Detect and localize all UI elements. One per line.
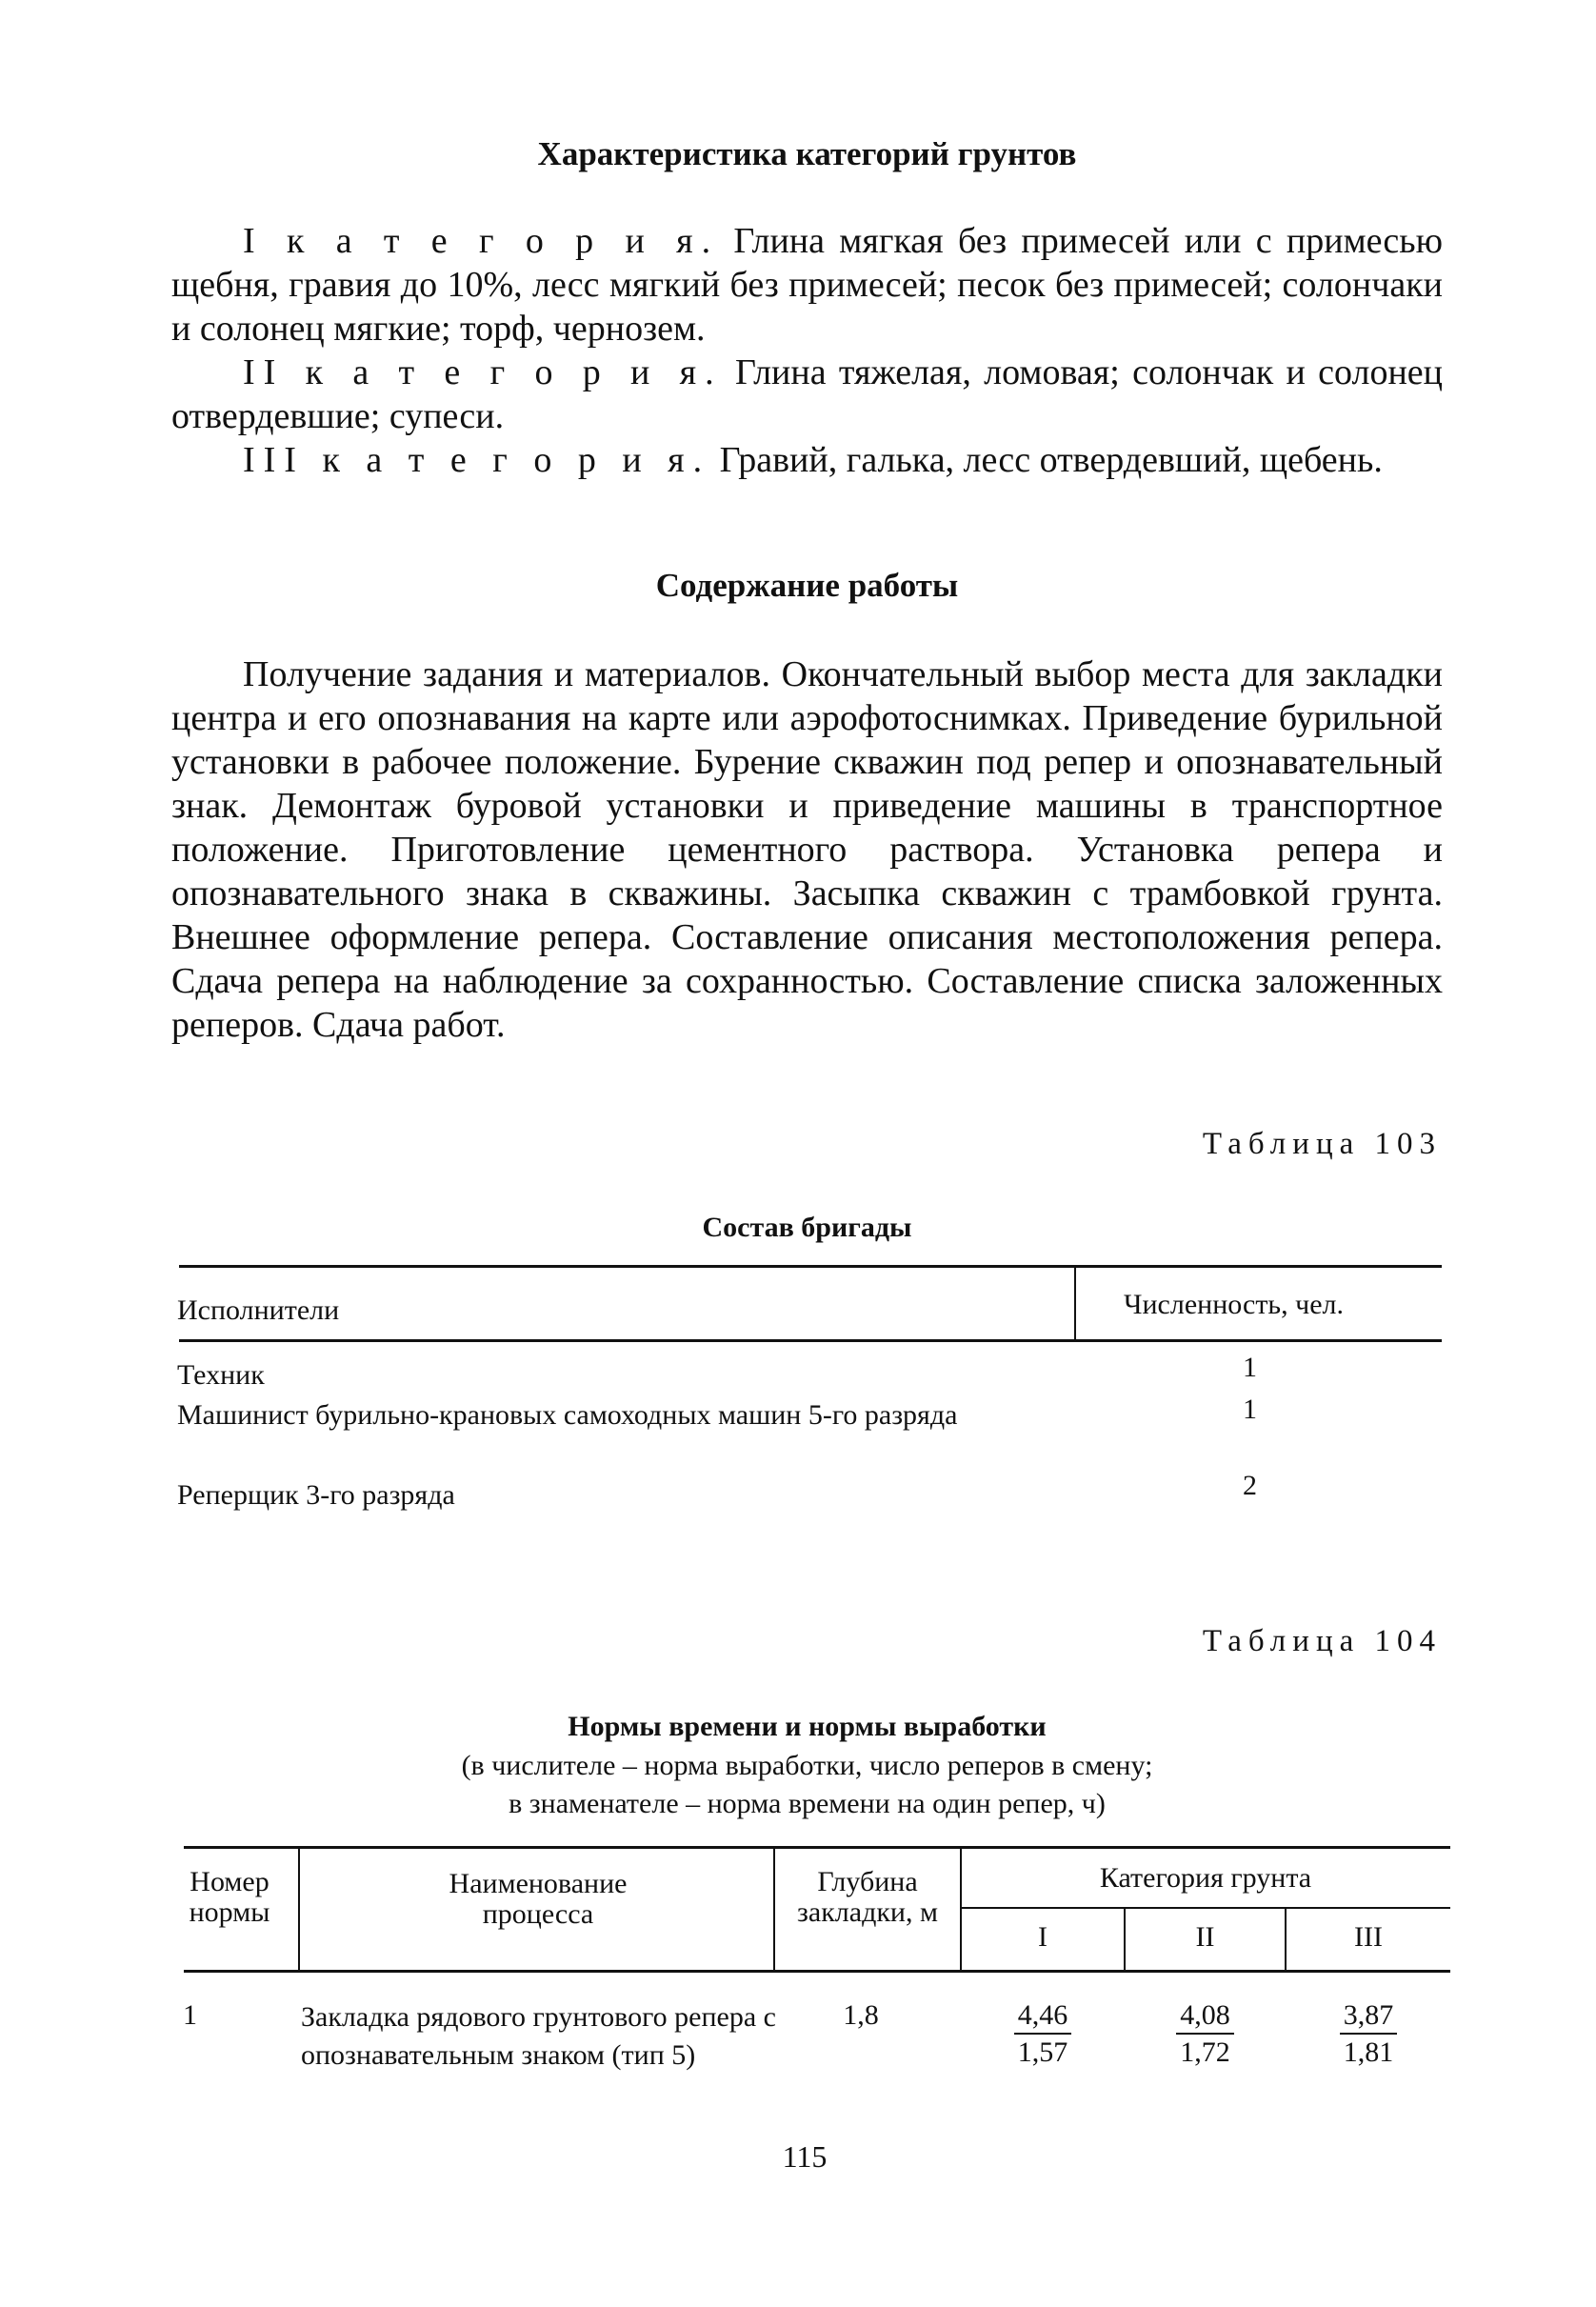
category-2-text: Глина тяжелая, ломовая; солончак и солонец отвердевшие; супеси. [171, 352, 1444, 436]
process-name: Закладка рядового грунтового репера с опознавательным знаком (тип 5) [301, 2001, 776, 2071]
norm-number: 1 [183, 1999, 197, 2031]
table-104-header-category-II: II [1195, 1921, 1215, 1953]
table-104-subtitle-1: (в числителе – норма выработки, число реперов в смену; [461, 1750, 1153, 1781]
time-norm: 1,57 [1017, 2036, 1068, 2068]
category-2-paragraph [171, 351, 1443, 438]
category-2-label: II к а т е г о р и я. [243, 352, 723, 392]
table-103-top-rule [179, 1265, 1442, 1268]
performer-count: 2 [1243, 1470, 1257, 1501]
soil-heading: Характеристика категорий грунтов [537, 135, 1077, 172]
soil-categories [171, 219, 1443, 482]
work-heading: Содержание работы [655, 567, 959, 604]
table-104-top-rule [184, 1846, 1450, 1849]
table-104-header-number: Номер нормы [189, 1866, 270, 1928]
table-row [177, 1478, 1015, 1513]
table-104-header-rule [184, 1970, 1450, 1973]
category-II-value [1126, 1998, 1285, 2071]
performer-name: Реперщик 3-го разряда [177, 1479, 455, 1511]
table-103-label: Таблица 103 [1202, 1127, 1442, 1161]
table-104-category-rule [960, 1907, 1450, 1909]
table-104-label: Таблица 104 [1202, 1624, 1442, 1658]
table-104-header-category-III: III [1354, 1921, 1383, 1953]
table-103-column-divider [1074, 1265, 1076, 1341]
category-1-text: Глина мягкая без примесей или с примесью щебня, гравия до 10%, лесс мягкий без примесей; песок без примесей; солончаки и солонец мягкие; торф, чернозем. [171, 221, 1444, 349]
time-norm: 1,81 [1343, 2036, 1394, 2068]
performer-count: 1 [1243, 1352, 1257, 1383]
table-104-header-process: Наименование процесса [449, 1868, 628, 1930]
category-1-paragraph [171, 219, 1443, 351]
performer-name: Машинист бурильно-крановых самоходных машин 5-го разряда [177, 1399, 958, 1431]
table-104-title: Нормы времени и нормы выработки [568, 1711, 1047, 1742]
category-3-paragraph [171, 438, 1443, 482]
table-103-title: Состав бригады [702, 1212, 912, 1243]
table-104-divider-1 [298, 1846, 300, 1972]
table-104-header-depth: Глубина закладки, м [797, 1866, 938, 1928]
category-3-text: Гравий, галька, лесс отвердевший, щебень. [719, 440, 1383, 480]
table-103-header-performers: Исполнители [177, 1294, 340, 1326]
table-103-header-count: Численность, чел. [1124, 1289, 1344, 1320]
table-103-header-rule [179, 1339, 1442, 1342]
work-section [171, 652, 1443, 1047]
time-norm: 1,72 [1180, 2036, 1230, 2068]
output-norm: 4,08 [1176, 1998, 1234, 2035]
performer-name: Техник [177, 1359, 265, 1391]
table-104-header-category: Категория грунта [1099, 1862, 1312, 1894]
page-number: 115 [782, 2139, 828, 2174]
category-I-value [962, 1998, 1124, 2071]
output-norm: 3,87 [1340, 1998, 1398, 2035]
table-row [177, 1358, 1015, 1393]
table-104-divider-2 [773, 1846, 775, 1972]
category-III-value [1287, 1998, 1450, 2071]
work-paragraph: Получение задания и материалов. Окончательный выбор места для закладки центра и его опознавания на карте или аэрофотоснимках. Приведение бурильной установки в рабочее положение. Бурение скважин под репер и опознавательный знак. Демонтаж буровой установки и приведение машины в транспортное положение. Приготовление цементного раствора. Установка репера и опознавательного знака в скважины. Засыпка скважин с трамбовкой грунта. Внешнее оформление репера. Составление описания местоположения репера. Сдача репера на наблюдение за сохранностью. Составление списка заложенных реперов. Сдача работ. [171, 654, 1443, 1045]
category-1-label: I к а т е г о р и я. [243, 221, 720, 261]
table-104-subtitle-2: в знаменателе – норма времени на один репер, ч) [509, 1788, 1106, 1819]
table-row [177, 1394, 1034, 1436]
depth-value: 1,8 [843, 1999, 879, 2031]
table-104-header-category-I: I [1038, 1921, 1047, 1953]
category-3-label: III к а т е г о р и я. [243, 440, 711, 480]
output-norm: 4,46 [1014, 1998, 1072, 2035]
performer-count: 1 [1243, 1394, 1257, 1425]
